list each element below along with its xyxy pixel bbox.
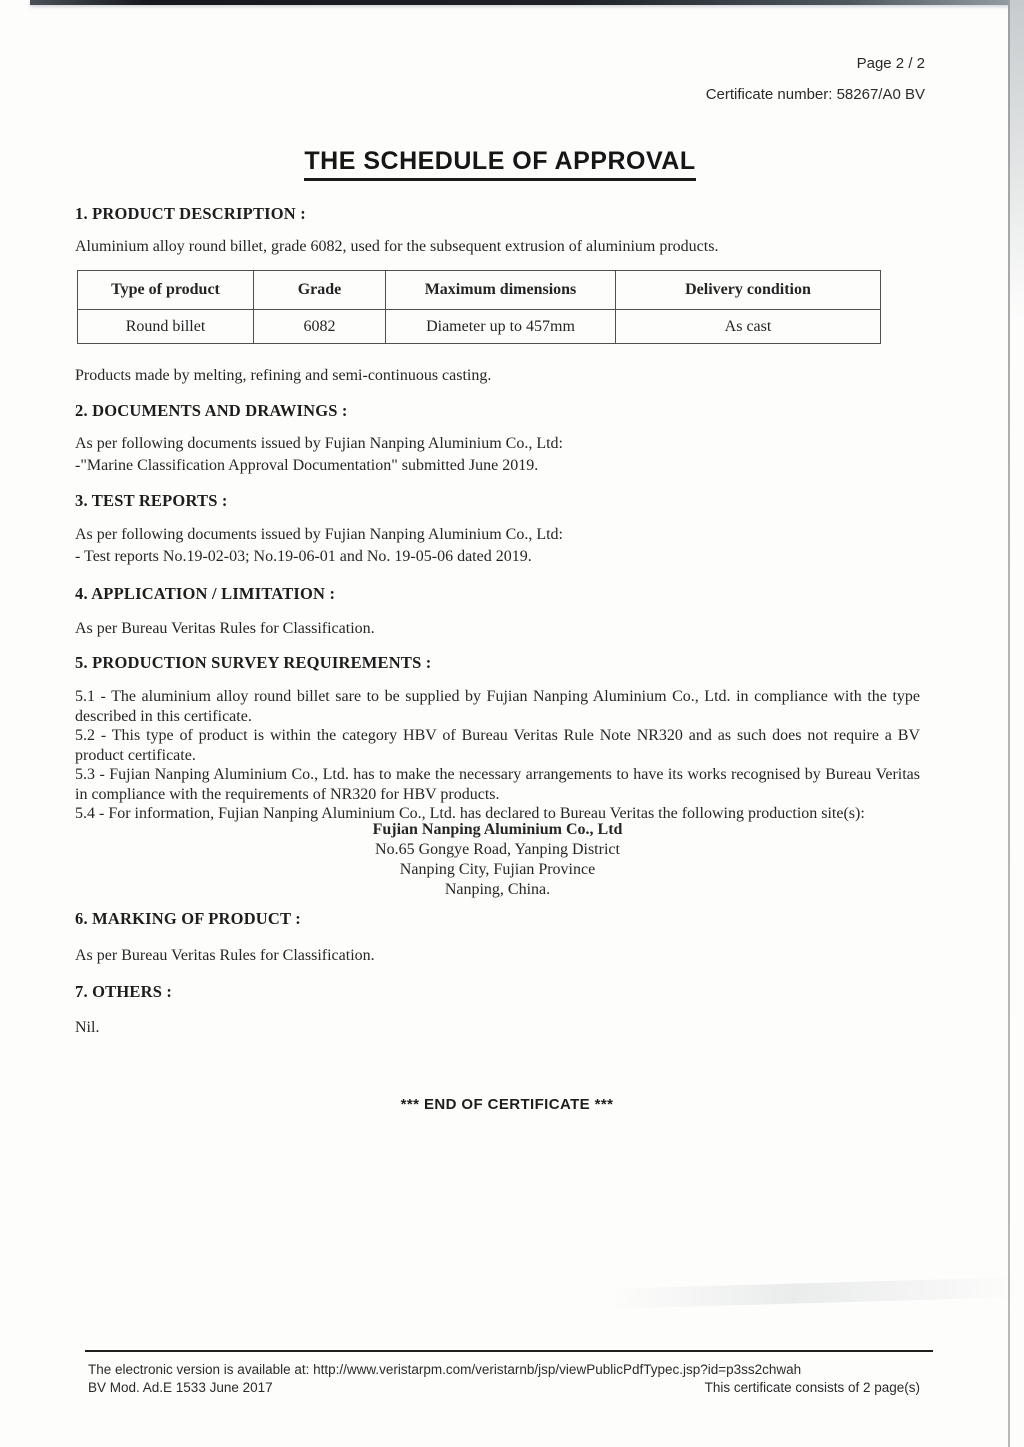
- section-6-heading: 6. MARKING OF PRODUCT :: [75, 909, 301, 928]
- section-7-body: Nil.: [75, 1019, 100, 1036]
- table-cell-grade: 6082: [254, 310, 386, 344]
- production-site-block: [75, 820, 920, 900]
- table-cell-type-of-product: Round billet: [78, 310, 254, 344]
- scan-artifact-top-bar: [30, 0, 1024, 5]
- section-5-body: [75, 687, 920, 824]
- section-3-heading: 3. TEST REPORTS :: [75, 491, 228, 510]
- section-1-heading: 1. PRODUCT DESCRIPTION :: [75, 204, 306, 223]
- table-header-grade: Grade: [254, 271, 386, 310]
- section-5-item-5-3: 5.3 - Fujian Nanping Aluminium Co., Ltd. has to make the necessary arrangements to have its works recognised by Bureau Veritas in compliance with the requirements of NR320 for HBV products.: [75, 766, 920, 803]
- section-4-body: As per Bureau Veritas Rules for Classification.: [75, 620, 375, 637]
- footer-bottom-row: [88, 1380, 920, 1395]
- section-2-body: [75, 433, 920, 477]
- page-number: Page 2 / 2: [856, 55, 925, 72]
- section-1-intro: Aluminium alloy round billet, grade 6082, used for the subsequent extrusion of aluminium products.: [75, 238, 719, 255]
- section-3-body: [75, 524, 920, 568]
- product-table: [77, 270, 881, 344]
- section-3-line-1: As per following documents issued by Fujian Nanping Aluminium Co., Ltd:: [75, 526, 563, 543]
- table-header-maximum-dimensions: Maximum dimensions: [386, 271, 616, 310]
- production-site-name: Fujian Nanping Aluminium Co., Ltd: [372, 821, 623, 838]
- footer-electronic-version-note: The electronic version is available at: http://www.veristarpm.com/veristarnb/jsp/viewPublicPdfTypec.jsp?id=p3ss2chwah: [88, 1362, 802, 1377]
- production-site-address-1: No.65 Gongye Road, Yanping District: [375, 841, 620, 858]
- section-5-item-5-4: 5.4 - For information, Fujian Nanping Aluminium Co., Ltd. has declared to Bureau Veritas the following production site(s):: [75, 805, 865, 822]
- table-row: [78, 310, 881, 344]
- certificate-number: Certificate number: 58267/A0 BV: [705, 86, 925, 103]
- document-title-wrap: [0, 147, 1000, 181]
- page-header-meta: [75, 55, 925, 103]
- section-6-body: As per Bureau Veritas Rules for Classification.: [75, 947, 375, 964]
- production-site-address-3: Nanping, China.: [444, 881, 551, 898]
- end-of-certificate-marker: *** END OF CERTIFICATE ***: [400, 1096, 614, 1113]
- section-4-heading: 4. APPLICATION / LIMITATION :: [75, 584, 336, 603]
- production-site-address-2: Nanping City, Fujian Province: [399, 861, 596, 878]
- section-2-line-1: As per following documents issued by Fujian Nanping Aluminium Co., Ltd:: [75, 435, 563, 452]
- section-3-line-2: - Test reports No.19-02-03; No.19-06-01 and No. 19-05-06 dated 2019.: [75, 548, 532, 565]
- footer-page-count-note: This certificate consists of 2 page(s): [704, 1380, 920, 1395]
- table-cell-maximum-dimensions: Diameter up to 457mm: [386, 310, 616, 344]
- section-5-item-5-2: 5.2 - This type of product is within the category HBV of Bureau Veritas Rule Note NR320 and as such does not require a BV product certificate.: [75, 727, 920, 764]
- scan-artifact-streak: [610, 1277, 1020, 1308]
- section-2-heading: 2. DOCUMENTS AND DRAWINGS :: [75, 401, 348, 420]
- table-header-row: [78, 271, 881, 310]
- footer-form-reference: BV Mod. Ad.E 1533 June 2017: [88, 1380, 273, 1395]
- section-7-heading: 7. OTHERS :: [75, 982, 173, 1001]
- table-cell-delivery-condition: As cast: [616, 310, 881, 344]
- section-5-heading: 5. PRODUCTION SURVEY REQUIREMENTS :: [75, 653, 432, 672]
- scan-artifact-right-shadow: [1010, 0, 1024, 320]
- table-header-type-of-product: Type of product: [78, 271, 254, 310]
- section-2-line-2: -"Marine Classification Approval Documentation" submitted June 2019.: [75, 457, 539, 474]
- section-1-note: Products made by melting, refining and semi-continuous casting.: [75, 367, 492, 384]
- section-5-item-5-1: 5.1 - The aluminium alloy round billet sare to be supplied by Fujian Nanping Aluminium Co., Ltd. in compliance with the type described in this certificate.: [75, 688, 920, 725]
- document-title: THE SCHEDULE OF APPROVAL: [304, 147, 695, 181]
- table-header-delivery-condition: Delivery condition: [616, 271, 881, 310]
- footer-divider: [85, 1350, 933, 1352]
